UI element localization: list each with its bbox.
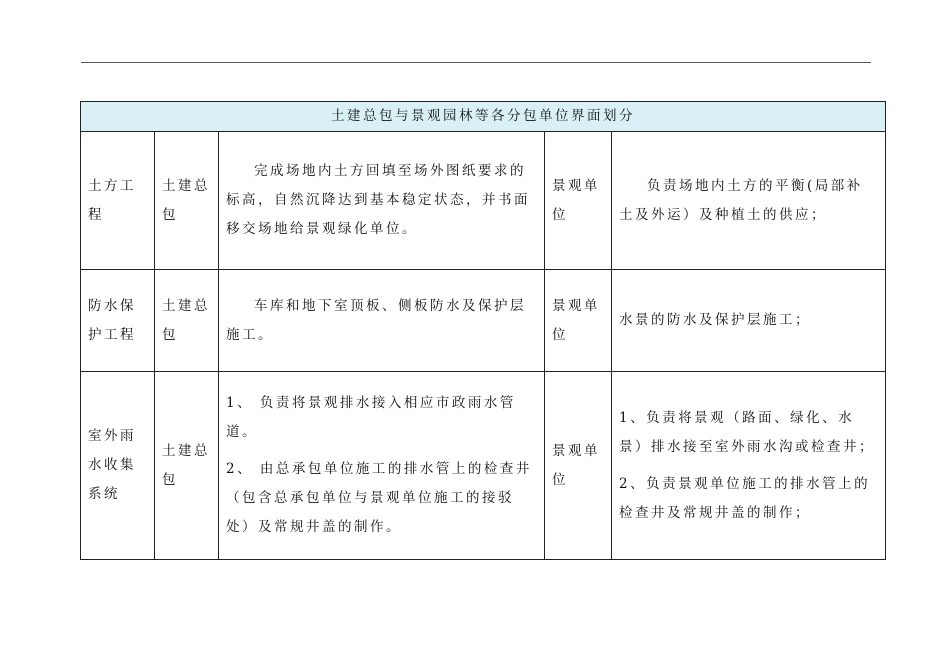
- contractor-scope-item: 1、 负责将景观排水接入相应市政雨水管道。: [226, 395, 516, 440]
- contractor-scope-item: 2、 由总承包单位施工的排水管上的检查井（包含总承包单位与景观单位施工的接驳处）及常规井盖的制作。: [226, 461, 532, 535]
- contractor-cell: 土建总包: [155, 270, 219, 372]
- landscape-scope-item: 1、负责将景观（路面、绿化、水景）排水接至室外雨水沟或检查井；: [619, 409, 875, 455]
- landscape-scope-item: 2、负责景观单位施工的排水管上的检查井及常规井盖的制作；: [619, 475, 871, 521]
- table-row: [81, 132, 886, 270]
- contractor-scope-cell: 车库和地下室顶板、侧板防水及保护层施工。: [219, 270, 545, 372]
- landscape-scope-cell: [612, 372, 886, 560]
- contractor-cell: 土建总包: [155, 132, 219, 270]
- interface-division-table: [80, 101, 886, 560]
- landscape-unit-cell: 景观单位: [545, 372, 612, 560]
- landscape-scope-cell: 水景的防水及保护层施工；: [612, 270, 886, 372]
- table-row: [81, 372, 886, 560]
- table-title: 土建总包与景观园林等各分包单位界面划分: [81, 102, 886, 132]
- landscape-scope-cell: 负责场地内土方的平衡(局部补土及外运）及种植土的供应；: [612, 132, 886, 270]
- work-item-cell: 室外雨水收集系统: [81, 372, 155, 560]
- landscape-unit-cell: 景观单位: [545, 132, 612, 270]
- contractor-scope-cell: [219, 372, 545, 560]
- work-item-cell: 防水保护工程: [81, 270, 155, 372]
- contractor-cell: 土建总包: [155, 372, 219, 560]
- landscape-unit-cell: 景观单位: [545, 270, 612, 372]
- header-rule: [81, 62, 871, 63]
- contractor-scope-cell: 完成场地内土方回填至场外图纸要求的标高，自然沉降达到基本稳定状态，并书面移交场地给景观绿化单位。: [219, 132, 545, 270]
- work-item-cell: 土方工程: [81, 132, 155, 270]
- table-row: [81, 270, 886, 372]
